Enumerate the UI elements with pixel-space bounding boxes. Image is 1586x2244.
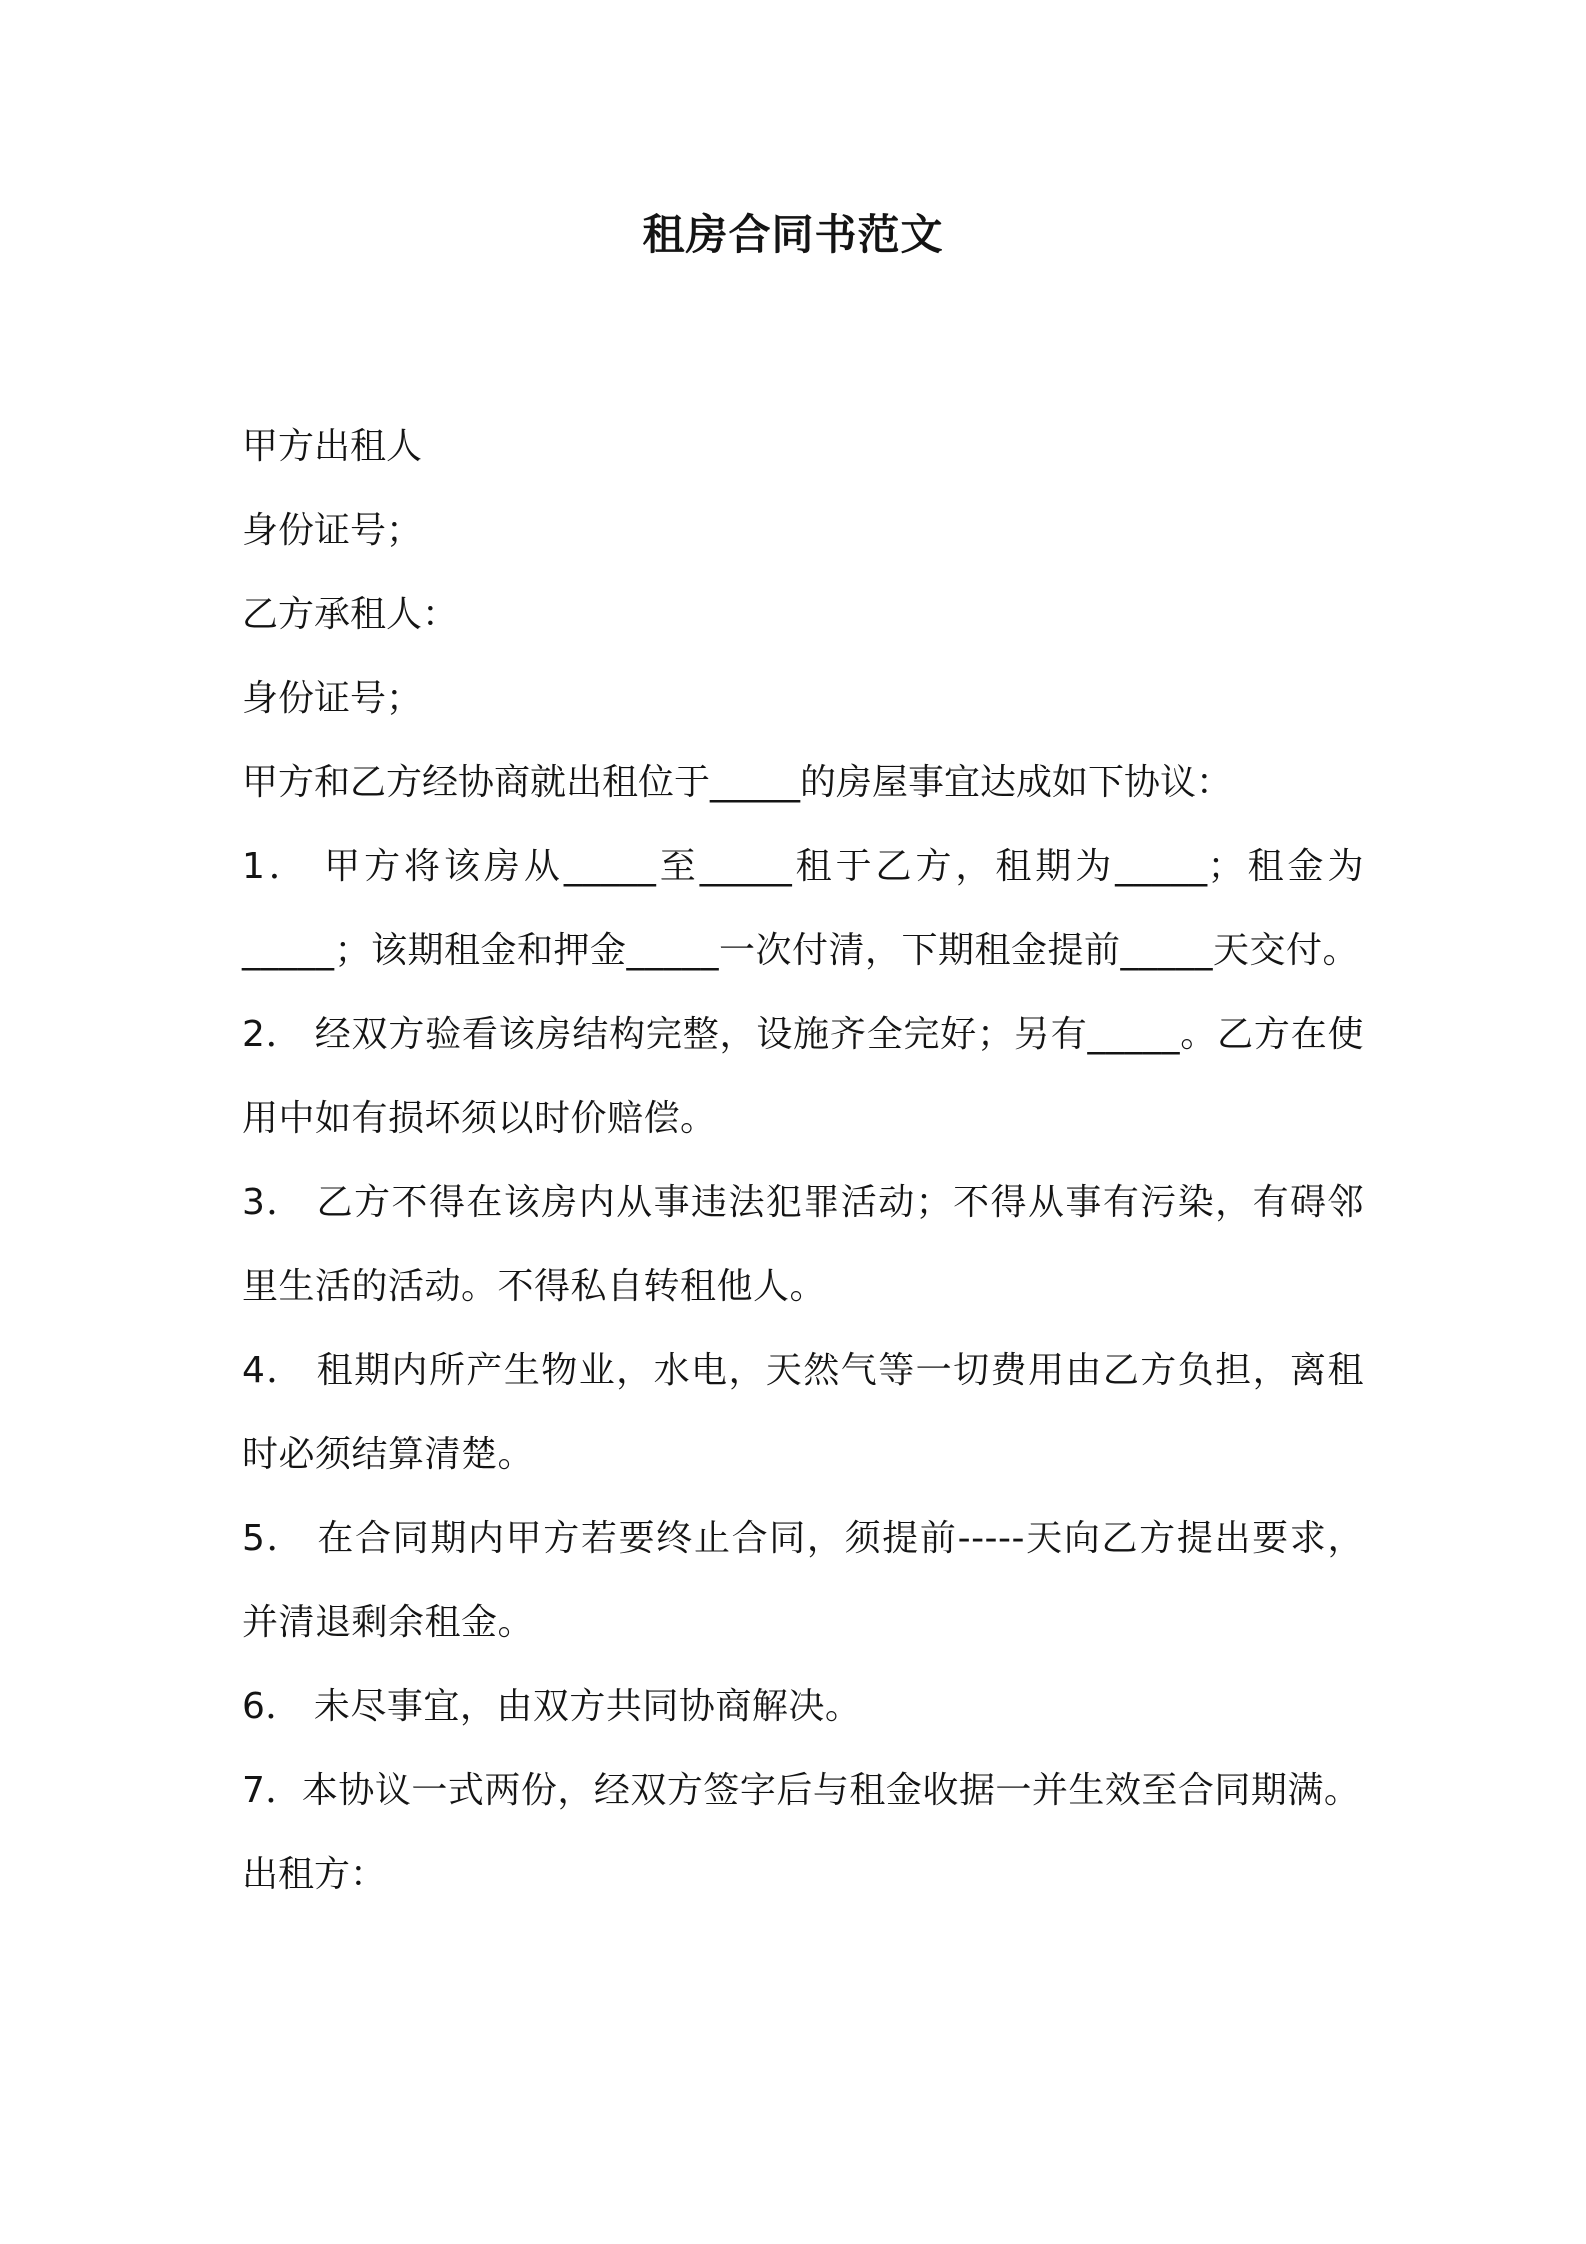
lessor-line: 甲方出租人 xyxy=(242,426,423,467)
lessee-line: 乙方承租人： xyxy=(242,594,459,635)
clause-6: 6． 未尽事宜，由双方共同协商解决。 xyxy=(242,1686,862,1727)
clause-5: 5． 在合同期内甲方若要终止合同，须提前-----天向乙方提出要求，并清退剩余租金。 xyxy=(242,1518,1364,1643)
lessor-id-line: 身份证号； xyxy=(242,510,423,551)
agreement-intro: 甲方和乙方经协商就出租位于_____的房屋事宜达成如下协议： xyxy=(242,762,1233,803)
document-title: 租房合同书范文 xyxy=(642,210,944,259)
document-body xyxy=(242,405,1364,1917)
clause-3: 3． 乙方不得在该房内从事违法犯罪活动；不得从事有污染，有碍邻里生活的活动。不得私自转租他人。 xyxy=(242,1182,1364,1307)
clause-4: 4． 租期内所产生物业，水电，天然气等一切费用由乙方负担，离租时必须结算清楚。 xyxy=(242,1350,1364,1475)
signature-lessor-label: 出租方： xyxy=(242,1854,387,1895)
clause-2: 2． 经双方验看该房结构完整，设施齐全完好；另有_____。乙方在使用中如有损坏须以时价赔偿。 xyxy=(242,1014,1364,1139)
clause-1: 1． 甲方将该房从_____至_____租于乙方，租期为_____；租金为_____；该期租金和押金_____一次付清，下期租金提前_____天交付。 xyxy=(242,846,1364,971)
lessee-id-line: 身份证号； xyxy=(242,678,423,719)
clause-7: 7．本协议一式两份，经双方签字后与租金收据一并生效至合同期满。 xyxy=(242,1770,1361,1811)
